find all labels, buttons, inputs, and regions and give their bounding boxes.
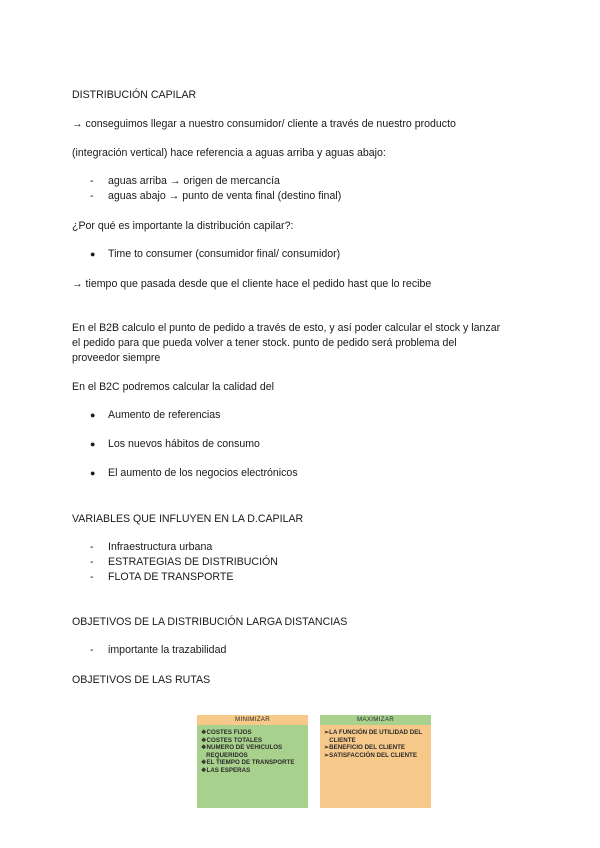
list-item: ➢BENEFICIO DEL CLIENTE: [324, 744, 406, 752]
question: ¿Por qué es importante la distribución capilar?:: [72, 220, 294, 232]
paragraph: En el B2C podremos calcular la calidad del: [72, 381, 274, 393]
list-item: Infraestructura urbana: [108, 541, 213, 553]
list-item: ❖LAS ESPERAS: [201, 766, 251, 774]
list-item: aguas abajo → punto de venta final (destino final): [108, 190, 342, 202]
paragraph-line: el pedido para que pueda volver a tener stock. punto de pedido será problema del: [72, 337, 457, 349]
dash-marker: -: [90, 175, 94, 187]
dash-marker: -: [90, 571, 94, 583]
minimizar-list: [197, 725, 308, 808]
dash-marker: -: [90, 541, 94, 553]
maximizar-box: [320, 715, 431, 808]
paragraph: (integración vertical) hace referencia a aguas arriba y aguas abajo:: [72, 147, 386, 159]
maximizar-list: [320, 725, 431, 808]
list-item: ❖COSTES TOTALES: [201, 736, 263, 744]
list-item: importante la trazabilidad: [108, 644, 227, 656]
bullet-icon: ●: [90, 410, 96, 420]
minimizar-box: [197, 715, 308, 808]
section-heading: OBJETIVOS DE LA DISTRIBUCIÓN LARGA DISTANCIAS: [72, 616, 348, 628]
list-item: ESTRATEGIAS DE DISTRIBUCIÓN: [108, 556, 278, 568]
bullet-icon: ●: [90, 249, 96, 259]
list-item: Los nuevos hábitos de consumo: [108, 438, 260, 450]
maximizar-header: MAXIMIZAR: [320, 715, 431, 725]
section-heading: OBJETIVOS DE LAS RUTAS: [72, 674, 211, 686]
bullet-icon: ●: [90, 468, 96, 478]
list-item: ❖EL TIEMPO DE TRANSPORTE: [201, 759, 295, 767]
paragraph: → conseguimos llegar a nuestro consumidor/ cliente a través de nuestro producto: [72, 118, 456, 130]
list-item: ➢LA FUNCIÓN DE UTILIDAD DEL CLIENTE: [324, 729, 423, 744]
minimizar-header: MINIMIZAR: [197, 715, 308, 725]
dash-marker: -: [90, 190, 94, 202]
section-title: DISTRIBUCIÓN CAPILAR: [72, 89, 197, 101]
list-item: El aumento de los negocios electrónicos: [108, 467, 298, 479]
section-heading: VARIABLES QUE INFLUYEN EN LA D.CAPILAR: [72, 513, 304, 525]
paragraph: → tiempo que pasada desde que el cliente hace el pedido hast que lo recibe: [72, 278, 432, 290]
list-item: Aumento de referencias: [108, 409, 221, 421]
paragraph-line: En el B2B calculo el punto de pedido a través de esto, y así poder calcular el stock y lanzar: [72, 322, 501, 334]
list-item: ➢SATISFACCIÓN DEL CLIENTE: [324, 751, 417, 759]
list-item: aguas arriba → origen de mercancía: [108, 175, 280, 187]
dash-marker: -: [90, 644, 94, 656]
bullet-icon: ●: [90, 439, 96, 449]
paragraph-line: proveedor siempre: [72, 352, 161, 364]
list-item: Time to consumer (consumidor final/ consumidor): [108, 248, 341, 260]
dash-marker: -: [90, 556, 94, 568]
list-item: FLOTA DE TRANSPORTE: [108, 571, 234, 583]
list-item: ❖COSTES FIJOS: [201, 729, 252, 736]
list-item: ❖NUMERO DE VEHICULOS REQUERIDOS: [201, 744, 283, 759]
